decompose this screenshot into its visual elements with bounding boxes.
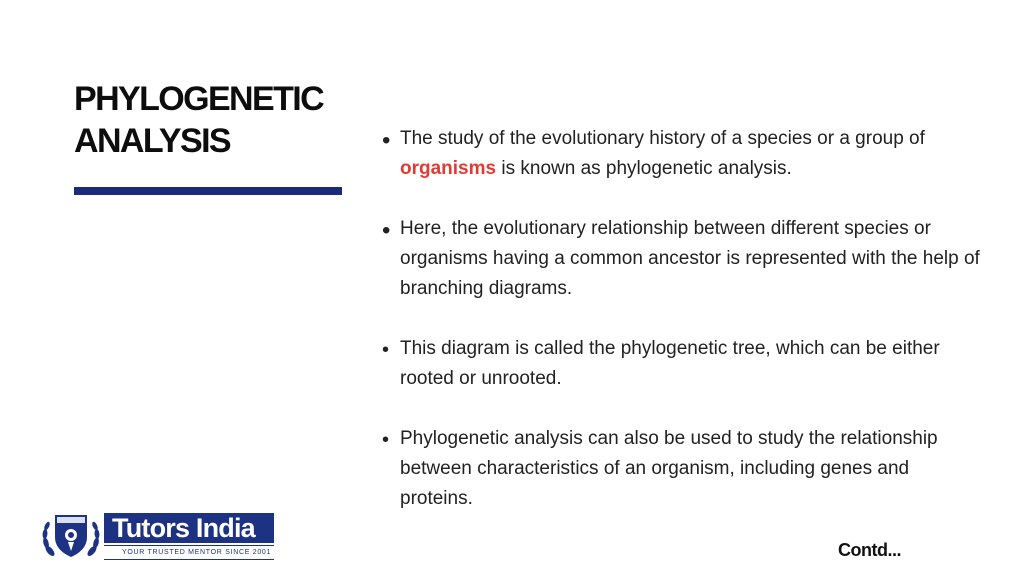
- laurel-shield-emblem-icon: [40, 511, 102, 561]
- contd-label: Contd...: [838, 540, 901, 560]
- bullet-text-before: The study of the evolutionary history of a species or a group of: [400, 128, 925, 149]
- bullet-dot-icon: •: [382, 429, 390, 451]
- highlight-organisms: organisms: [400, 158, 497, 179]
- bullet-text: Phylogenetic analysis can also be used to study the relationship between characteristics of an organism, including genes and proteins.: [400, 428, 938, 509]
- slide-title-line-1: PHYLOGENETIC: [74, 80, 324, 118]
- logo-tagline: YOUR TRUSTED MENTOR SINCE 2001: [122, 549, 272, 556]
- bullet-text-after: is known as phylogenetic analysis.: [496, 158, 792, 179]
- bullet-list: [380, 124, 980, 544]
- logo-name: Tutors India: [112, 513, 255, 543]
- tutors-india-logo: [40, 511, 276, 561]
- bullet-item: [380, 214, 980, 304]
- title-underline-bar: [74, 187, 342, 195]
- bullet-text: This diagram is called the phylogenetic tree, which can be either rooted or unrooted.: [400, 338, 940, 389]
- slide-title: [74, 78, 323, 162]
- bullet-dot-icon: •: [382, 339, 390, 361]
- bullet-item: [380, 124, 980, 184]
- slide-title-line-2: ANALYSIS: [74, 122, 230, 160]
- bullet-dot-icon: •: [382, 217, 391, 244]
- logo-tagline-box: [104, 545, 274, 560]
- bullet-text: Here, the evolutionary relationship between different species or organisms having a common ancestor is represented with the help of branching diagrams.: [400, 218, 980, 299]
- bullet-item: [380, 334, 980, 394]
- bullet-dot-icon: •: [382, 127, 391, 154]
- logo-name-box: [104, 513, 274, 543]
- bullet-item: [380, 424, 980, 514]
